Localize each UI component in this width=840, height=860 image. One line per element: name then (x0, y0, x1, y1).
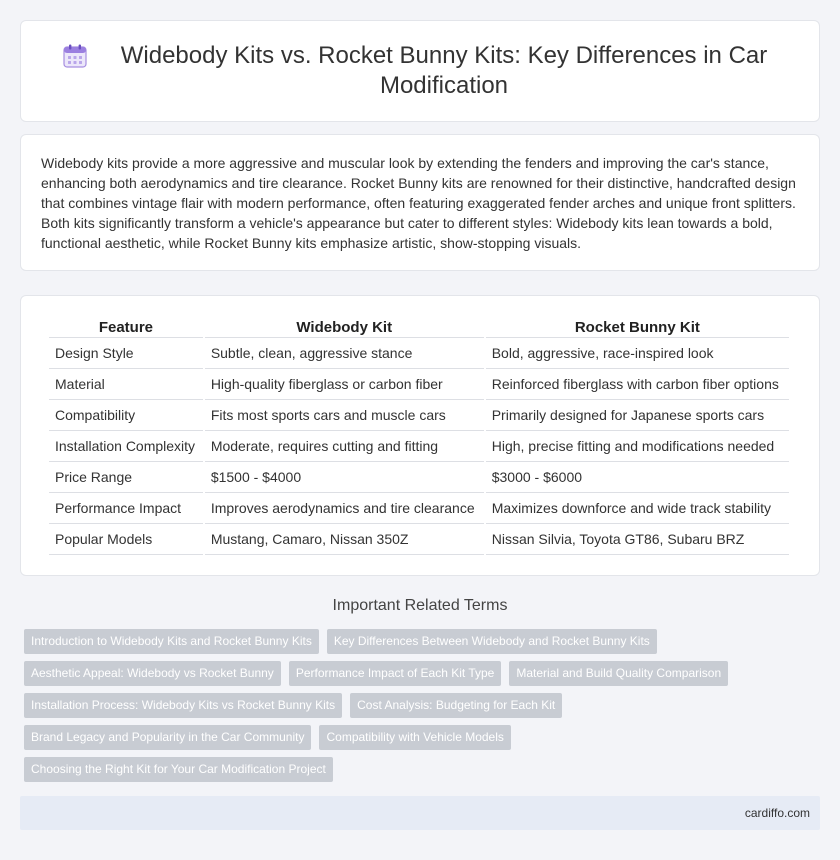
table-row (49, 462, 789, 493)
term-tag[interactable]: Introduction to Widebody Kits and Rocket Bunny Kits (24, 629, 319, 654)
header-feature: Feature (49, 316, 203, 338)
rocket-bunny-cell: Maximizes downforce and wide track stability (486, 493, 789, 524)
feature-cell: Design Style (49, 338, 203, 369)
feature-cell: Performance Impact (49, 493, 203, 524)
table-row (49, 431, 789, 462)
widebody-cell: Improves aerodynamics and tire clearance (205, 493, 484, 524)
term-tag[interactable]: Choosing the Right Kit for Your Car Modification Project (24, 757, 333, 782)
comparison-table (47, 316, 791, 555)
feature-cell: Price Range (49, 462, 203, 493)
table-row (49, 524, 789, 555)
table-row (49, 369, 789, 400)
page-title: Widebody Kits vs. Rocket Bunny Kits: Key Differences in Car Modification (120, 42, 768, 99)
comparison-table-card (20, 295, 820, 576)
term-tag[interactable]: Brand Legacy and Popularity in the Car Community (24, 725, 311, 750)
term-tag[interactable]: Cost Analysis: Budgeting for Each Kit (350, 693, 562, 718)
feature-cell: Popular Models (49, 524, 203, 555)
widebody-cell: Fits most sports cars and muscle cars (205, 400, 484, 431)
rocket-bunny-cell: Bold, aggressive, race-inspired look (486, 338, 789, 369)
term-tag[interactable]: Key Differences Between Widebody and Rocket Bunny Kits (327, 629, 657, 654)
table-row (49, 493, 789, 524)
tag-row (24, 661, 820, 693)
widebody-cell: Moderate, requires cutting and fitting (205, 431, 484, 462)
related-terms-heading: Important Related Terms (332, 597, 508, 614)
intro-card (20, 134, 820, 271)
widebody-cell: Mustang, Camaro, Nissan 350Z (205, 524, 484, 555)
related-terms-list (24, 629, 820, 789)
header-rocket-bunny-kit: Rocket Bunny Kit (486, 316, 789, 338)
term-tag[interactable]: Aesthetic Appeal: Widebody vs Rocket Bunny (24, 661, 281, 686)
intro-paragraph: Widebody kits provide a more aggressive and muscular look by extending the fenders and improving the car's stance, enhancing both aerodynamics and tire clearance. Rocket Bunny kits are renowned for their distinctive, handcrafted design that combines vintage flair with modern performance, often featuring exaggerated fender arches and unique front splitters. Both kits significantly transform a vehicle's appearance but cater to different styles: Widebody kits lean towards a bold, functional aesthetic, while Rocket Bunny kits emphasize artistic, show-stopping visuals. (41, 155, 796, 251)
widebody-cell: High-quality fiberglass or carbon fiber (205, 369, 484, 400)
table-header-row (49, 316, 789, 338)
footer (20, 796, 820, 830)
tag-row (24, 757, 820, 789)
feature-cell: Installation Complexity (49, 431, 203, 462)
term-tag[interactable]: Performance Impact of Each Kit Type (289, 661, 502, 686)
widebody-cell: $1500 - $4000 (205, 462, 484, 493)
term-tag[interactable]: Installation Process: Widebody Kits vs Rocket Bunny Kits (24, 693, 342, 718)
header-widebody-kit: Widebody Kit (205, 316, 484, 338)
footer-site-link[interactable]: cardiffo.com (744, 806, 810, 820)
tag-row (24, 725, 820, 757)
rocket-bunny-cell: $3000 - $6000 (486, 462, 789, 493)
table-row (49, 400, 789, 431)
widebody-cell: Subtle, clean, aggressive stance (205, 338, 484, 369)
term-tag[interactable]: Material and Build Quality Comparison (509, 661, 728, 686)
table-row (49, 338, 789, 369)
rocket-bunny-cell: Reinforced fiberglass with carbon fiber options (486, 369, 789, 400)
term-tag[interactable]: Compatibility with Vehicle Models (319, 725, 510, 750)
rocket-bunny-cell: Primarily designed for Japanese sports cars (486, 400, 789, 431)
calendar-icon (61, 42, 89, 70)
feature-cell: Compatibility (49, 400, 203, 431)
title-card (20, 20, 820, 122)
rocket-bunny-cell: Nissan Silvia, Toyota GT86, Subaru BRZ (486, 524, 789, 555)
rocket-bunny-cell: High, precise fitting and modifications needed (486, 431, 789, 462)
tag-row (24, 629, 820, 661)
feature-cell: Material (49, 369, 203, 400)
tag-row (24, 693, 820, 725)
